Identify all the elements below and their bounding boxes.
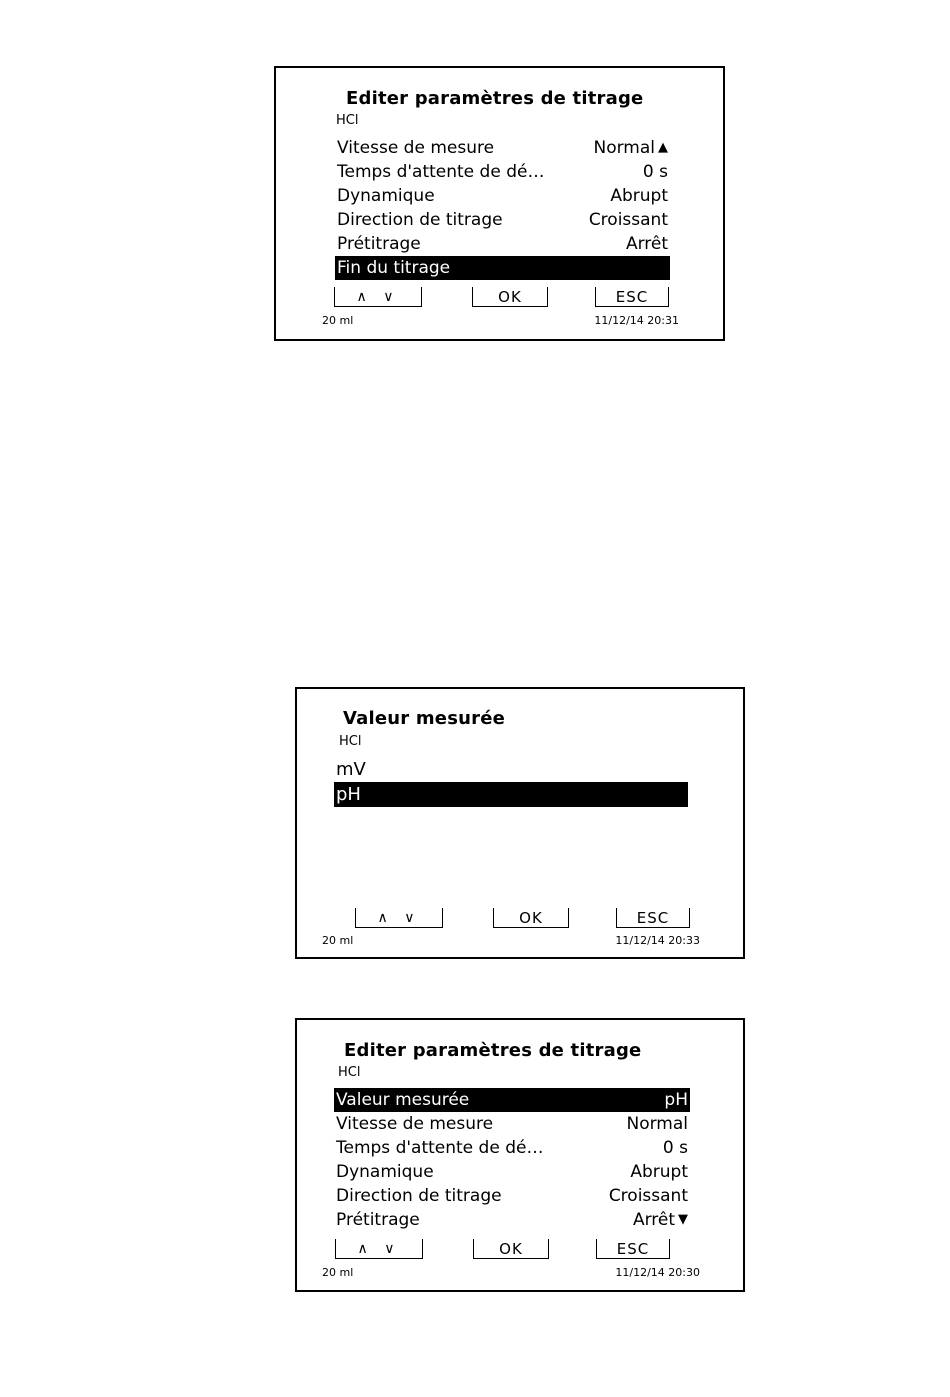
device-screen-edit-titration-params-top xyxy=(274,66,725,341)
param-value-text: Normal xyxy=(626,1114,688,1134)
param-value xyxy=(610,186,668,206)
param-value-text: Abrupt xyxy=(610,186,668,206)
param-label: Vitesse de mesure xyxy=(337,138,495,158)
param-row-direction-de-titrage[interactable] xyxy=(335,208,670,232)
param-label: Valeur mesurée xyxy=(336,1090,470,1110)
param-label: Direction de titrage xyxy=(337,210,503,230)
param-row-temps-attente[interactable] xyxy=(334,1136,690,1160)
sample-name: HCl xyxy=(339,734,362,749)
param-value xyxy=(593,138,668,158)
esc-button[interactable]: ESC xyxy=(595,287,669,307)
param-label: Temps d'attente de dé… xyxy=(336,1138,544,1158)
param-label: Prétitrage xyxy=(337,234,421,254)
list-item-mv[interactable] xyxy=(334,757,688,782)
page-title: Editer paramètres de titrage xyxy=(344,1040,642,1061)
param-value xyxy=(643,162,668,182)
param-row-pretitrage[interactable] xyxy=(334,1208,690,1232)
param-value-text: 0 s xyxy=(662,1138,688,1158)
param-row-valeur-mesuree[interactable] xyxy=(334,1088,690,1112)
device-screen-edit-titration-params-bottom xyxy=(295,1018,745,1292)
page-title: Editer paramètres de titrage xyxy=(346,88,644,109)
param-row-dynamique[interactable] xyxy=(334,1160,690,1184)
volume-indicator: 20 ml xyxy=(322,934,354,947)
param-row-vitesse-de-mesure[interactable] xyxy=(335,136,670,160)
sample-name: HCl xyxy=(338,1065,361,1080)
updown-button[interactable]: ∧ ∨ xyxy=(335,1239,423,1259)
param-value-text: Arrêt xyxy=(632,1210,675,1230)
ok-button[interactable]: OK xyxy=(472,287,548,307)
param-label: Dynamique xyxy=(336,1162,434,1182)
updown-button[interactable]: ∧ ∨ xyxy=(334,287,422,307)
ok-button[interactable]: OK xyxy=(493,908,569,928)
list-item-label: mV xyxy=(336,759,366,780)
scroll-down-arrow-icon: ▼ xyxy=(678,1211,688,1227)
timestamp: 11/12/14 20:31 xyxy=(594,314,679,327)
param-value xyxy=(633,1210,688,1230)
param-label: Vitesse de mesure xyxy=(336,1114,494,1134)
param-value-text: Arrêt xyxy=(625,234,668,254)
param-value xyxy=(626,234,668,254)
param-row-pretitrage[interactable] xyxy=(335,232,670,256)
scroll-up-arrow-icon: ▲ xyxy=(658,139,668,155)
updown-button[interactable]: ∧ ∨ xyxy=(355,908,443,928)
param-value-text: pH xyxy=(664,1090,688,1110)
param-row-dynamique[interactable] xyxy=(335,184,670,208)
param-row-direction-de-titrage[interactable] xyxy=(334,1184,690,1208)
param-label: Direction de titrage xyxy=(336,1186,502,1206)
sample-name: HCl xyxy=(336,113,359,128)
param-value xyxy=(609,1186,688,1206)
param-value xyxy=(626,1114,688,1134)
device-screen-valeur-mesuree xyxy=(295,687,745,959)
volume-indicator: 20 ml xyxy=(322,1266,354,1279)
list-item-label: pH xyxy=(336,784,361,805)
param-label: Fin du titrage xyxy=(337,258,451,278)
param-value-text: Normal xyxy=(593,138,655,158)
param-value-text: 0 s xyxy=(642,162,668,182)
param-value xyxy=(589,210,668,230)
param-row-temps-attente[interactable] xyxy=(335,160,670,184)
param-value-text: Croissant xyxy=(588,210,668,230)
param-value-text: Croissant xyxy=(608,1186,688,1206)
esc-button[interactable]: ESC xyxy=(616,908,690,928)
ok-button[interactable]: OK xyxy=(473,1239,549,1259)
param-label: Temps d'attente de dé… xyxy=(337,162,545,182)
param-value xyxy=(630,1162,688,1182)
esc-button[interactable]: ESC xyxy=(596,1239,670,1259)
page-title: Valeur mesurée xyxy=(343,708,506,729)
param-label: Prétitrage xyxy=(336,1210,420,1230)
param-row-vitesse-de-mesure[interactable] xyxy=(334,1112,690,1136)
timestamp: 11/12/14 20:30 xyxy=(615,1266,700,1279)
volume-indicator: 20 ml xyxy=(322,314,354,327)
timestamp: 11/12/14 20:33 xyxy=(615,934,700,947)
param-value xyxy=(663,1138,688,1158)
param-value xyxy=(664,1090,688,1110)
param-label: Dynamique xyxy=(337,186,435,206)
list-item-ph[interactable] xyxy=(334,782,688,807)
param-row-fin-du-titrage[interactable] xyxy=(335,256,670,280)
param-value-text: Abrupt xyxy=(630,1162,688,1182)
